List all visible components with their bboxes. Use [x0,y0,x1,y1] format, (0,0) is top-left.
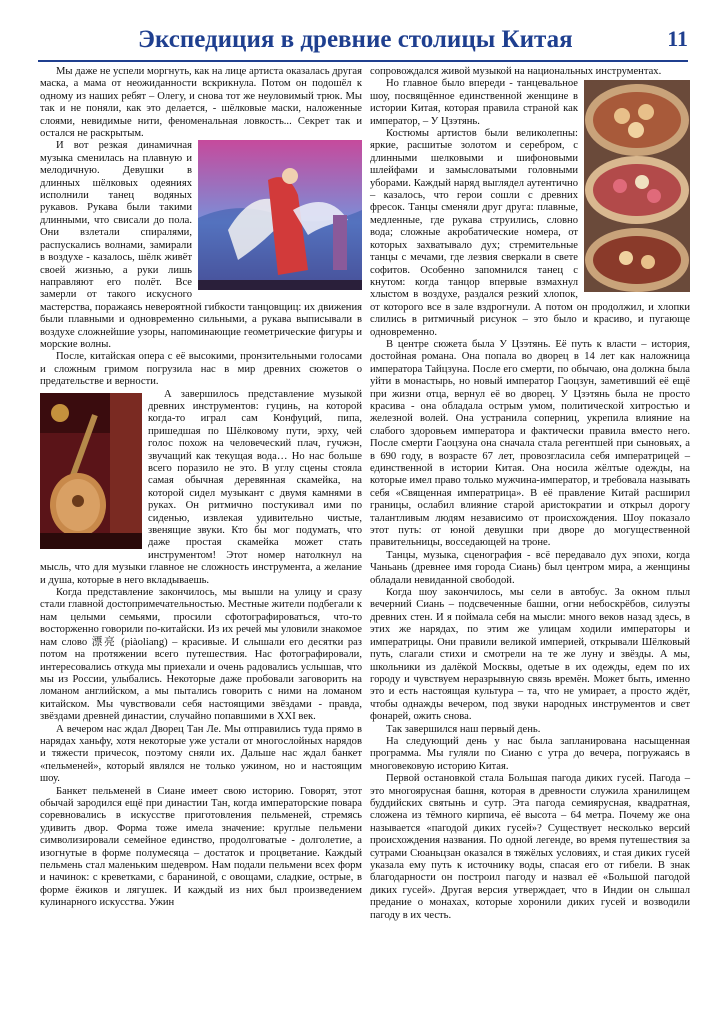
left-column [40,66,362,910]
dumplings-photo [584,80,690,292]
paragraph: В центре сюжета была У Цзэтянь. Её путь к власти – история, достойная романа. Она попала во дворец в 14 лет как наложница императора Тайцзуна. После его смерти, по обычаю, она должна была уйти в монастырь, но новый император Гаоцзун, заметивший её ещё при жизни отца, вернул её во дворец. У Цзэтянь была не просто красива - она обладала острым умом, политической хитростью и железной волей. Она устранила соперниц, укрепила влияние на слабого здоровьем императора и фактически правила вместо него. После смерти Гаоцзуна она сначала стала регентшей при сыновьях, а в 690 году, в возрасте 67 лет, провозгласила себя императрицей – единственной в истории Китая. Она носила жёлтые одежды, на которые имел право только мужчина-император, и требовала называть себя «Священная императрица». В её правление Китай расширил границы, ослабил влияние старой аристократии и открыл дорогу талантливым людям независимо от происхождения. Шоу показало этот путь: от юной девушки при дворе до могущественной правительницы, восседающей на троне. [370,338,690,549]
paragraph: Но главное было впереди - танцевальное шоу, посвящённое единственной женщине в истории Китая, которая правила страной как император, – У Цзэтянь. [370,78,578,127]
paragraph: Костюмы артистов были великолепны: яркие, расшитые золотом и серебром, с длинными шелковыми и шифоновыми шлейфами и замысловатыми головными уборами. Каждый наряд выглядел аутентично – казалось, что герои сошли с древних фресок. Танцы сменяли друг друга: плавные, медленные, где рукава струились, словно вода; сложные акробатические номера, от которых захватывало дух; стремительные танцы с мечами, где лезвия сверкали в свете софитов. Особенно запомнился танец с кнутом: когда танцор впервые взмахнул хлыстом в воздухе, раздался резкий хлопок, от которого все в зале вздрогнули. А потом он продолжил, и хлопки слились в ритмичный рисунок – это было и красиво, и пугающе одновременно. [370,128,690,338]
paragraph: Мы даже не успели моргнуть, как на лице артиста оказалась другая маска, а мама от неожиданности вскрикнула. Потом он подошёл к одному из наших ребят – Олегу, и снова тот же неуловимый трюк. Мы так и не поняли, как это делается, - шёлковые маски, наложенные слоями, невидимые нити, феноменальная ловкость... Секрет так и остался не раскрытым. [40,66,362,140]
paragraph: А вечером нас ждал Дворец Тан Ле. Мы отправились туда прямо в нарядах ханьфу, хотя некоторые уже устали от многослойных нарядов и тяжести причесок, поэтому сняли их. Дальше нас ждал банкет «пельменей», который являлся не только ужином, но и настоящим шоу. [40,723,362,785]
page-number: 11 [667,26,688,51]
page-header [38,22,688,62]
right-column [370,66,690,922]
paragraph: Когда шоу закончилось, мы сели в автобус. За окном плыл вечерний Сиань – подсвеченные башни, огни небоскрёбов, силуэты древних стен. И я поймала себя на мысли: много веков назад здесь, в этих же нарядах, по этим же улицам ходили императоры и императрицы. Они правили великой империей, открывали Шёлковый путь, слагали стихи и смотрели на те же луну и звёзды. А мы, школьники из далёкой Москвы, одетые в их одежды, едем по их городу и чувствуем неразрывную связь времён. Может быть, именно это и есть настоящая культура – та, что не умирает, а просто ждёт, чтобы однажды вечером, под звуки народных инструментов и свет фонарей, ожить снова. [370,587,690,723]
paragraph: А завершилось представление музыкой древних инструментов: гуцинь, на которой когда-то играл сам Конфуций, пипа, пришедшая по Шёлковому пути, эрху, чей голос похож на человеческий плач, гучжэн, звучащий как текущая вода… Но нас больше всего поразило не это. В углу сцены стояла самая обычная деревянная скамейка, на которой сидел музыкант с двумя камнями в руках. Он ритмично постукивал ими по сиденью, извлекая удивительно чистые, звенящие звуки. Кто бы мог подумать, что даже простая скамейка может стать инструментом! Этот номер натолкнул на мысль, что для музыки главное не сложность инструмента, а желание и душа, которые в него вкладываешь. [40,388,362,586]
paragraph: Танцы, музыка, сценография - всё передавало дух эпохи, когда Чаньань (древнее имя города Сиань) был центром мира, а женщины обладали невиданной свободой. [370,549,690,586]
paragraph: Банкет пельменей в Сиане имеет свою историю. Говорят, этот обычай зародился ещё при династии Тан, когда императорские повара соревновались в искусстве приготовления пельменей, стремясь удивить двор. Форма тоже имела значение: круглые пельмени символизировали семейное единство, продолговатые - долголетие, а изогнутые в форме полумесяца – достаток и процветание. Каждый пельмень стал маленьким шедевром. Нам подали пельмени всех форм и начинок: с креветками, с бараниной, с овощами, сладкие, острые, в форме ёжиков и лягушек. И каждый из них был произведением кулинарного искусства. Ужин [40,785,362,909]
paragraph: После, китайская опера с её высокими, пронзительными голосами и сложным гримом погрузила нас в мир древних сюжетов о предательстве и верности. [40,351,362,388]
paragraph: Когда представление закончилось, мы вышли на улицу и сразу стали главной достопримечательностью. Местные жители подбегали к нам целыми семьями, просили сфотографироваться, что-то восторженно говорили по-китайски. Из их речей мы уловили знакомое нам слово 漂亮 (piàoliang) – красивые. И слышали его десятки раз потом на протяжении всего путешествия. Нас фотографировали, интересовались откуда мы приехали и очень радовались услышав, что мы из России, улыбались. Некоторые даже пробовали заговорить на ломаном английском, а мы пытались говорить с ними на ломаном китайском. Мы чувствовали себя настоящими звёздами - правда, звёздами древней династии, случайно попавшими в XXI век. [40,587,362,723]
instrument-photo [40,393,142,549]
paragraph: сопровождался живой музыкой на национальных инструментах. [370,66,662,77]
header-rule [38,60,688,62]
dance-stage-photo [198,140,362,290]
paragraph: И вот резкая динамичная музыка сменилась на плавную и мелодичную. Девушки в длинных шёлковых одеяниях исполнили танец водяных рукавов. Рукава были такими длинными, что свисали до пола. Они взлетали спиралями, распускались волнами, замирали в воздухе - казалось, шёлк живёт своей жизнью, а руки лишь направляют его полёт. Все замерли от такого искусного мастерства, поражаясь невероятной гибкости танцовщиц: их движения были плавными и одновременно сильными, а рукава выписывали в воздухе сложнейшие узоры, напоминающие геометрические фигуры и морские волны. [40,140,362,350]
paragraph: На следующий день у нас была запланирована насыщенная программа. Мы гуляли по Сианю с утра до вечера, погружаясь в многовековую историю Китая. [370,735,690,772]
page-title: Экспедиция в древние столицы Китая [138,26,573,53]
paragraph: Первой остановкой стала Большая пагода диких гусей. Пагода – это многоярусная башня, которая в древности служила хранилищем буддийских святынь и сутр. Эта пагода семиярусная, квадратная, сложена из тёмного кирпича, её высота – 64 метра. Почему же она называется «пагодой диких гусей»? Существует несколько версий происхождения названия. По одной легенде, во время путешествия за сутрами Сюаньцзан оказался в тяжёлых условиях, и стая диких гусей указала ему путь к источнику воды, спасая его от гибели. В знак благодарности он построил пагоду и назвал её «Большой пагодой диких гусей». Другая версия утверждает, что в Индии он слышал предание о монахах, которые хоронили диких гусей и возводили пагоду в их честь. [370,773,690,921]
paragraph: Так завершился наш первый день. [386,723,541,735]
